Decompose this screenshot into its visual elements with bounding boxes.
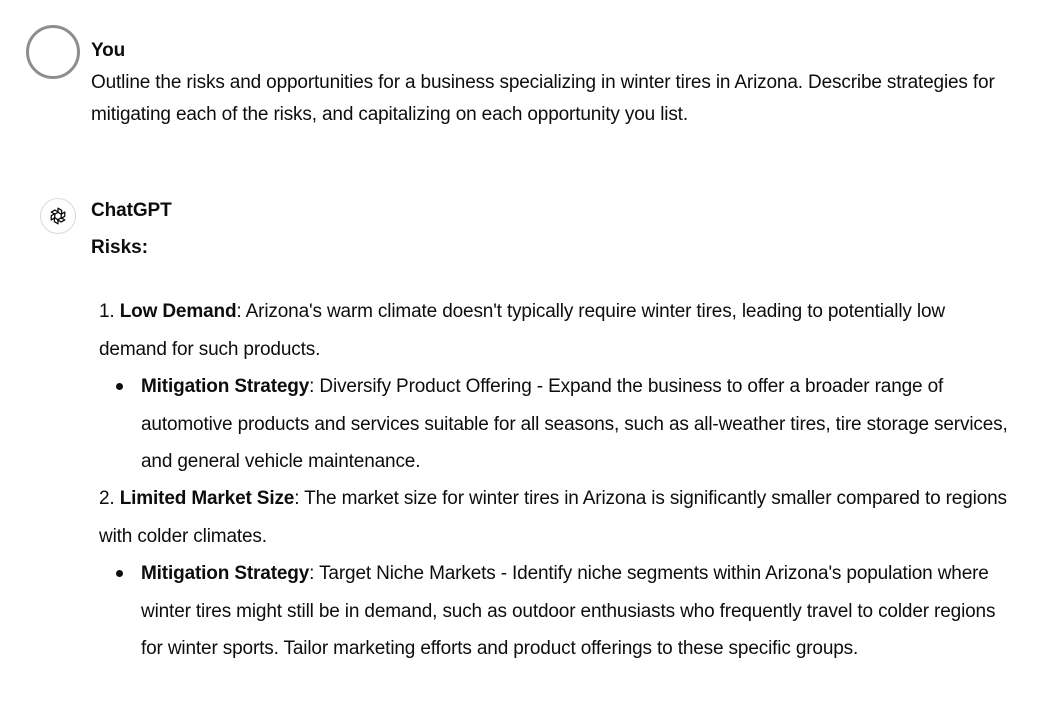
bullet-title: Mitigation Strategy: [141, 563, 310, 584]
list-item: [141, 368, 1021, 481]
item-number: 2.: [99, 488, 115, 509]
item-text: : Arizona's warm climate doesn't typically require winter tires, leading to potentially low demand for such products.: [99, 301, 945, 360]
bullet-icon: [116, 570, 123, 577]
bullet-title: Mitigation Strategy: [141, 376, 310, 397]
assistant-author-label: ChatGPT: [91, 200, 172, 221]
risks-heading: Risks:: [91, 237, 149, 258]
bullet-icon: [116, 383, 123, 390]
bullet-text: : Target Niche Markets - Identify niche segments within Arizona's population where winter tires might still be in demand, such as outdoor enthusiasts who frequently travel to colder regions for winter sports. Tailor marketing efforts and product offerings to these specific groups.: [141, 563, 996, 659]
bullet-text: : Diversify Product Offering - Expand the business to offer a broader range of automotive products and services suitable for all seasons, such as all-weather tires, tire storage services, and general vehicle maintenance.: [141, 376, 1008, 472]
user-avatar: [26, 25, 80, 79]
item-title: Low Demand: [119, 301, 237, 322]
list-item: [99, 293, 1009, 368]
list-item: [99, 480, 1009, 555]
user-message-text: Outline the risks and opportunities for a business specializing in winter tires in Arizona. Describe strategies for mitigating each of the risks, and capitalizing on each opportunity you list.: [91, 72, 995, 125]
user-author-label: You: [91, 40, 126, 61]
openai-logo-icon: [40, 198, 76, 234]
item-text: : The market size for winter tires in Arizona is significantly smaller compared to regions with colder climates.: [99, 488, 1007, 547]
item-number: 1.: [99, 301, 115, 322]
list-item: [141, 555, 1021, 668]
item-title: Limited Market Size: [119, 488, 295, 509]
